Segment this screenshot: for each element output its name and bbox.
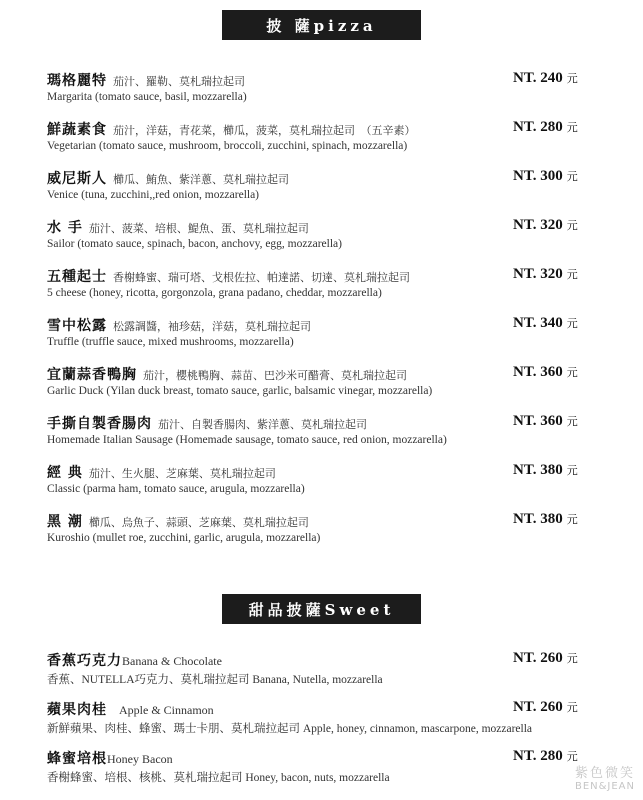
menu-item-margarita (47, 70, 607, 103)
item-ingredients-zh: 櫛瓜、烏魚子、蒜頭、芝麻葉、莫札瑞拉起司 (88, 516, 309, 529)
watermark-line2: BEN&JEAN (574, 781, 635, 792)
item-name: 五種起士 (47, 269, 107, 285)
item-price: NT. 380 元 (513, 462, 578, 478)
item-name: 黑 潮 (47, 514, 83, 530)
sweet-section-header (222, 594, 421, 624)
item-name: 鮮蔬素食 (47, 122, 107, 138)
item-price: NT. 260 元 (513, 699, 578, 715)
menu-item-garlic-duck (47, 364, 607, 397)
item-name: 蜂蜜培根 (47, 751, 107, 767)
item-ingredients-zh: 茄汁、羅勒、莫札瑞拉起司 (113, 75, 245, 88)
menu-item-italian-sausage (47, 413, 607, 446)
item-ingredients-en: Garlic Duck (Yilan duck breast, tomato sauce, garlic, balsamic vinegar, mozzarella) (47, 385, 433, 397)
item-name-en: Banana & Chocolate (122, 654, 222, 668)
item-ingredients-zh: 茄汁、自製香腸肉、紫洋蔥、莫札瑞拉起司 (158, 418, 367, 431)
item-price: NT. 340 元 (513, 315, 578, 331)
item-name: 水 手 (47, 220, 83, 236)
item-price: NT. 360 元 (513, 413, 578, 429)
item-ingredients: 香榭蜂蜜、培根、核桃、莫札瑞拉起司 Honey, bacon, nuts, mozzarella (47, 772, 390, 784)
item-price: NT. 320 元 (513, 217, 578, 233)
item-price: NT. 240 元 (513, 70, 578, 86)
item-price: NT. 320 元 (513, 266, 578, 282)
menu-item-truffle (47, 315, 607, 348)
item-ingredients-zh: 松露調醬，袖珍菇，洋菇，莫札瑞拉起司 (113, 320, 311, 333)
watermark (575, 762, 635, 792)
item-ingredients: 香蕉、NUTELLA巧克力、莫札瑞拉起司 Banana, Nutella, mozzarella (47, 674, 383, 686)
item-price: NT. 260 元 (513, 650, 578, 666)
sweet-section-title: 甜品披薩Sweet (248, 600, 395, 619)
item-name-en: Apple & Cinnamon (119, 703, 214, 717)
item-ingredients-zh: 香榭蜂蜜、瑞可塔、戈根佐拉、帕達諾、切達、莫札瑞拉起司 (113, 271, 410, 284)
menu-item-apple-cinnamon (47, 699, 607, 736)
item-price: NT. 360 元 (513, 364, 578, 380)
item-ingredients-zh: 茄汁，洋菇，青花菜，櫛瓜，菠菜，莫札瑞拉起司 （五辛素） (113, 124, 416, 137)
pizza-section-header (222, 10, 421, 40)
item-name-en: Honey Bacon (107, 752, 173, 766)
item-ingredients-en: Truffle (truffle sauce, mixed mushrooms, mozzarella) (47, 336, 294, 348)
pizza-section-title: 披 薩pizza (266, 16, 377, 35)
menu-item-vegetarian (47, 119, 607, 152)
item-ingredients-en: Homemade Italian Sausage (Homemade sausage, tomato sauce, red onion, mozzarella) (47, 434, 447, 446)
item-ingredients-en: Classic (parma ham, tomato sauce, arugula, mozzarella) (47, 483, 305, 495)
item-ingredients-en: Kuroshio (mullet roe, zucchini, garlic, arugula, mozzarella) (47, 532, 321, 544)
item-name: 威尼斯人 (47, 171, 107, 187)
item-name: 經 典 (47, 465, 83, 481)
menu-item-5-cheese (47, 266, 607, 299)
item-ingredients-zh: 茄汁，櫻桃鴨胸、蒜苗、巴沙米可醋膏、莫札瑞拉起司 (143, 369, 407, 382)
item-name: 手撕自製香腸肉 (47, 416, 152, 432)
item-price: NT. 300 元 (513, 168, 578, 184)
item-ingredients-en: Venice (tuna, zucchini,,red onion, mozzarella) (47, 189, 260, 201)
item-ingredients-en: Sailor (tomato sauce, spinach, bacon, anchovy, egg, mozzarella) (47, 238, 342, 250)
item-ingredients-zh: 櫛瓜、鮪魚、紫洋蔥、莫札瑞拉起司 (113, 173, 289, 186)
watermark-line1: 紫色微笑 (574, 766, 635, 781)
item-ingredients-en: Margarita (tomato sauce, basil, mozzarella) (47, 91, 247, 103)
item-price: NT. 280 元 (513, 119, 578, 135)
item-ingredients-en: 5 cheese (honey, ricotta, gorgonzola, grana padano, cheddar, mozzarella) (47, 287, 382, 299)
menu-item-honey-bacon (47, 748, 607, 785)
item-name: 瑪格麗特 (47, 73, 107, 89)
item-ingredients-zh: 茄汁、菠菜、培根、鯷魚、蛋、莫札瑞拉起司 (88, 222, 309, 235)
item-name: 宜蘭蒜香鴨胸 (47, 367, 137, 383)
menu-item-banana-chocolate (47, 650, 607, 687)
menu-item-venice (47, 168, 607, 201)
item-ingredients-zh: 茄汁、生火腿、芝麻葉、莫札瑞拉起司 (88, 467, 276, 480)
item-price: NT. 280 元 (513, 748, 578, 764)
item-price: NT. 380 元 (513, 511, 578, 527)
menu-item-classic (47, 462, 607, 495)
item-name: 雪中松露 (47, 318, 107, 334)
item-name: 香蕉巧克力 (47, 653, 122, 669)
item-ingredients-en: Vegetarian (tomato sauce, mushroom, broccoli, zucchini, spinach, mozzarella) (47, 140, 408, 152)
menu-item-sailor (47, 217, 607, 250)
menu-item-kuroshio (47, 511, 607, 544)
item-ingredients: 新鮮蘋果、肉桂、蜂蜜、瑪士卡朋、莫札瑞拉起司 Apple, honey, cinnamon, mascarpone, mozzarella (47, 723, 533, 735)
item-name: 蘋果肉桂 (47, 702, 107, 718)
